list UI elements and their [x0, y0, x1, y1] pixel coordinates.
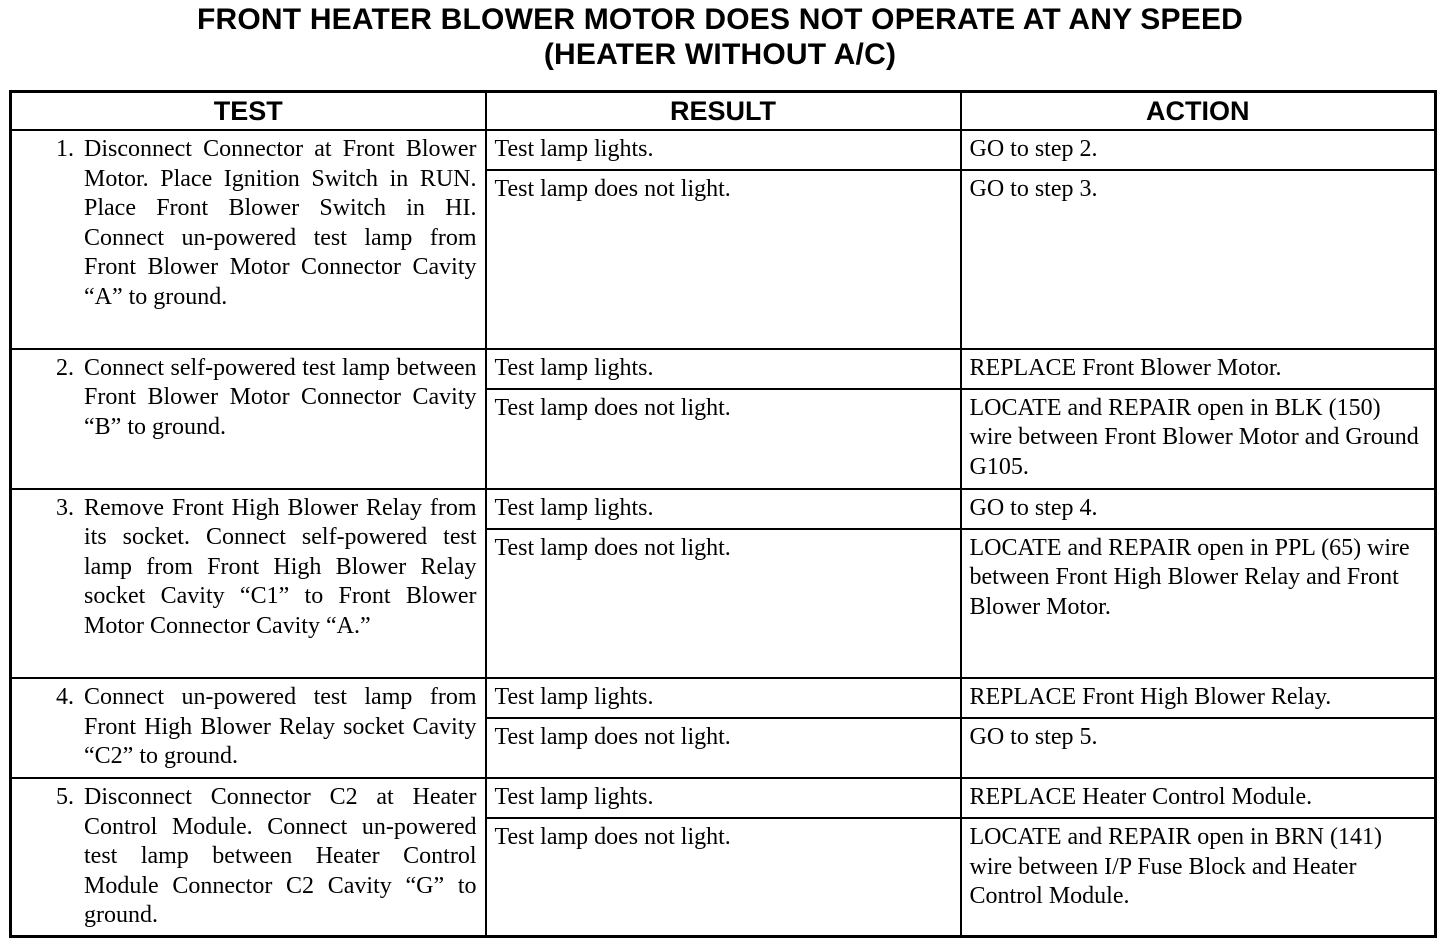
test-instruction: Disconnect Connector at Front Blower Motor. Place Ignition Switch in RUN. Place Front Blower Switch in HI. Connect un-powered test lamp from Front Blower Motor Connector Cavity “A” to ground. — [84, 136, 477, 310]
test-instruction: Connect un-powered test lamp from Front High Blower Relay socket Cavity “C2” to ground. — [84, 684, 477, 770]
result-cell — [486, 349, 961, 389]
result-text: Test lamp lights. — [494, 354, 654, 381]
result-cell — [486, 778, 961, 818]
action-text: GO to step 2. — [969, 136, 1098, 162]
action-text: GO to step 4. — [969, 494, 1098, 521]
action-text: REPLACE Front High Blower Relay. — [969, 684, 1332, 711]
result-cell — [486, 718, 961, 778]
action-cell — [961, 349, 1436, 389]
header-action: ACTION — [961, 92, 1436, 131]
result-text: Test lamp does not light. — [494, 394, 731, 421]
test-cell-step-3 — [11, 489, 486, 678]
result-cell — [486, 818, 961, 936]
result-text: Test lamp lights. — [494, 494, 654, 521]
action-cell — [961, 130, 1436, 170]
action-text: REPLACE Front Blower Motor. — [969, 354, 1282, 381]
action-cell — [961, 489, 1436, 529]
table-row — [11, 130, 1436, 170]
header-result: RESULT — [486, 92, 961, 131]
header-row — [11, 92, 1436, 131]
step-number: 1. — [56, 136, 74, 162]
result-cell — [486, 389, 961, 489]
result-cell — [486, 678, 961, 718]
action-text: LOCATE and REPAIR open in BLK (150) wire between Front Blower Motor and Ground G105. — [969, 394, 1419, 480]
title-line-2: (HEATER WITHOUT A/C) — [543, 38, 897, 71]
result-cell — [486, 529, 961, 678]
action-text: GO to step 5. — [969, 724, 1098, 751]
action-cell — [961, 678, 1436, 718]
result-cell — [486, 130, 961, 170]
table-row — [11, 678, 1436, 718]
result-cell — [486, 170, 961, 349]
test-cell-step-4 — [11, 678, 486, 778]
result-text: Test lamp lights. — [494, 784, 654, 811]
step-number: 5. — [56, 784, 74, 811]
test-cell-step-5 — [11, 778, 486, 936]
action-cell — [961, 718, 1436, 778]
step-number: 2. — [56, 354, 74, 381]
table-row — [11, 778, 1436, 818]
test-cell-step-1 — [11, 130, 486, 349]
test-instruction: Disconnect Connector C2 at Heater Control Module. Connect un-powered test lamp between Heater Control Module Connector C2 Cavity “G” to ground. — [84, 784, 477, 929]
test-instruction: Connect self-powered test lamp between Front Blower Motor Connector Cavity “B” to ground. — [84, 354, 477, 440]
action-cell — [961, 818, 1436, 936]
table-row — [11, 489, 1436, 529]
table-row — [11, 349, 1436, 389]
header-test: TEST — [11, 92, 486, 131]
step-number: 3. — [56, 494, 74, 521]
action-text: LOCATE and REPAIR open in PPL (65) wire between Front High Blower Relay and Front Blower Motor. — [969, 534, 1410, 620]
action-text: LOCATE and REPAIR open in BRN (141) wire between I/P Fuse Block and Heater Control Module. — [969, 824, 1382, 910]
page-title — [0, 2, 1440, 72]
test-instruction: Remove Front High Blower Relay from its socket. Connect self-powered test lamp from Front High Blower Relay socket Cavity “C1” to Front Blower Motor Connector Cavity “A.” — [84, 494, 477, 639]
action-cell — [961, 778, 1436, 818]
result-cell — [486, 489, 961, 529]
title-line-1: FRONT HEATER BLOWER MOTOR DOES NOT OPERATE AT ANY SPEED — [196, 3, 1244, 36]
diagnostic-table — [9, 90, 1437, 938]
action-cell — [961, 529, 1436, 678]
result-text: Test lamp lights. — [494, 136, 654, 162]
action-text: GO to step 3. — [969, 175, 1098, 202]
result-text: Test lamp does not light. — [494, 724, 731, 751]
result-text: Test lamp lights. — [494, 684, 654, 711]
result-text: Test lamp does not light. — [494, 824, 731, 851]
action-text: REPLACE Heater Control Module. — [969, 784, 1313, 811]
action-cell — [961, 389, 1436, 489]
action-cell — [961, 170, 1436, 349]
result-text: Test lamp does not light. — [494, 175, 731, 202]
step-number: 4. — [56, 684, 74, 711]
result-text: Test lamp does not light. — [494, 534, 731, 561]
test-cell-step-2 — [11, 349, 486, 489]
